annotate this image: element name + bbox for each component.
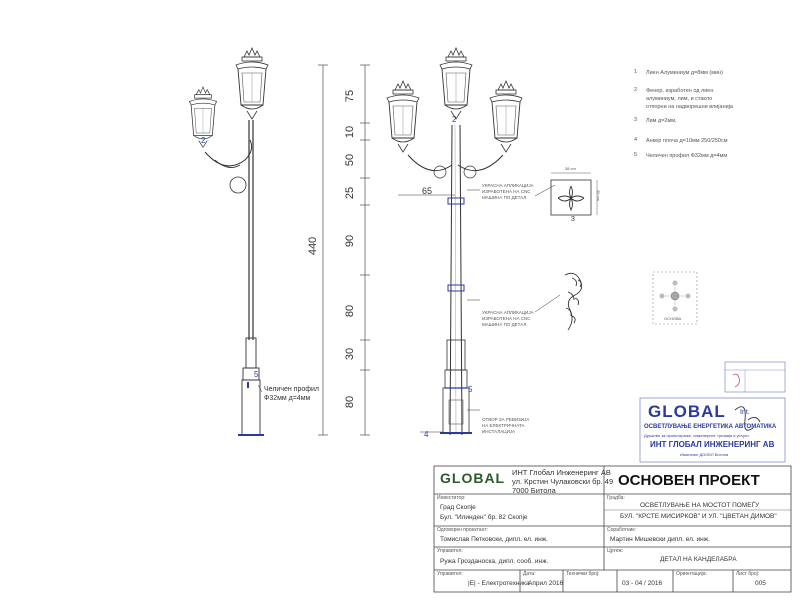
company-line3: 7000 Битола: [512, 486, 556, 495]
company-line1: ИНТ Глобал Инженеринг АВ: [512, 468, 611, 477]
investor-line1: Град Скопје: [440, 504, 476, 511]
note-number: 1: [634, 69, 638, 75]
investor-label: Инвеститор:: [437, 495, 466, 501]
stamp-logo-suffix: Int.: [740, 409, 750, 416]
page-number-label: Лист број:: [736, 571, 760, 577]
note-number: 5: [634, 152, 638, 158]
note-text: Челичен профил Ф32мм д=4мм: [646, 153, 728, 159]
manager-label: Управител:: [437, 548, 463, 554]
marker-left-lantern: 2: [201, 136, 206, 145]
note-number: 2: [634, 87, 638, 93]
segment-label-1: 75: [344, 89, 357, 103]
left-callout-line1: Челичен профил: [264, 386, 320, 393]
company-stamp: [642, 400, 782, 460]
stamp-line3: ИНТ ГЛОБАЛ ИНЖЕНЕРИНГ АВ: [650, 440, 775, 449]
segment-label-7: 30: [344, 347, 357, 361]
marker-right-base: 4: [424, 430, 429, 439]
callout-applique-1-line2: ИЗРАБОТЕНА НА CNC: [482, 189, 531, 194]
segment-label-3: 50: [344, 153, 357, 167]
manager-value: Ружа Грозданоска, дипл. сооб. инж.: [440, 558, 549, 565]
total-height-label: 440: [307, 236, 320, 256]
callout-revision-line1: ОТВОР ЗА РЕВИЗИЈА: [482, 417, 530, 422]
part-label: Управител:: [437, 571, 463, 577]
note-number: 3: [634, 117, 638, 123]
segment-label-6: 80: [344, 304, 357, 318]
marker-right-top: 2: [452, 115, 457, 124]
tech-number-label: Технички број:: [566, 571, 600, 577]
callout-applique-1-line3: МАШИНА ПО ДЕТАЛ: [482, 195, 527, 200]
ornamental-scroll-detail: [565, 273, 582, 330]
orientation-label: Ориентација:: [676, 571, 707, 577]
stamp-line1: ОСВЕТЛУВАЊЕ ЕНЕРГЕТИКА АВТОМАТИКА: [644, 424, 777, 430]
page-number-value: 005: [755, 580, 766, 587]
segment-label-5: 90: [344, 234, 357, 248]
title-logo: GLOBAL: [440, 470, 506, 486]
left-callout-line2: Ф32мм д=4мм: [264, 395, 311, 402]
company-line2: ул. Крстин Чулаковски бр. 49: [512, 477, 614, 486]
callout-revision-line2: НА ЕЛЕКТРИЧНАТА: [482, 423, 525, 428]
sheet-value: ДЕТАЛ НА КАНДЕЛАБРА: [660, 556, 737, 563]
note-text: Лиен Алуминиум д=8мм (мин): [646, 70, 723, 76]
approval-stamp: [725, 362, 785, 392]
gradba-line2: БУЛ. "КРСТЕ МИСИРКОВ" И УЛ. "ЦВЕТАН ДИМОВ": [620, 513, 777, 520]
segment-label-2: 10: [344, 125, 357, 139]
note-number: 4: [634, 137, 638, 143]
tech-number-value: 03 - 04 / 2016: [622, 580, 663, 587]
sheet-label: Цртеж:: [607, 548, 624, 554]
main-title: ОСНОВЕН ПРОЕКТ: [618, 472, 760, 489]
decorative-plate-detail: [551, 173, 597, 215]
stamp-line4: Иматичен ДООЕЛ Битола: [680, 452, 729, 457]
responsible-value: Томислав Петковски, дипл. ел. инж.: [440, 536, 548, 543]
date-label: Дата:: [523, 571, 536, 577]
callout-applique-2-line3: МАШИНА ПО ДЕТАЛ: [482, 322, 527, 327]
segment-label-8: 80: [344, 395, 357, 409]
marker-detail-3: 3: [571, 216, 575, 223]
note-text: Анкер плоча д=10мм 250/250см: [646, 138, 728, 144]
plate-width-label: 38 cm: [565, 166, 576, 171]
marker-right-profile: 5: [468, 385, 473, 394]
crossarm-width-label: 65: [422, 186, 433, 196]
note-text: Фенер, изработен од лиен: [646, 88, 714, 94]
note-text: Лим д=2мм,: [646, 118, 677, 124]
right-front-view: [387, 48, 560, 435]
callout-applique-1-line1: УКРАСНА АПЛИКАЦИЈА: [482, 183, 534, 188]
note-text: алуминиум, лим, и стакло: [646, 96, 713, 102]
total-dimension: [318, 65, 328, 435]
stamp-line2: Друштво за проектирање, инженеринг, трговија и услуги: [644, 433, 749, 438]
date-value: Април 2016: [528, 580, 564, 587]
associate-value: Мартин Мишевски дипл. ел. инж.: [610, 536, 710, 543]
stamp-logo: GLOBAL: [648, 402, 726, 421]
part-value: |E| - Електротехника: [468, 580, 530, 587]
note-text: отпорни на надворешни влијанија: [646, 104, 733, 110]
callout-applique-2-line2: ИЗРАБОТЕНА НА CNC: [482, 316, 531, 321]
callout-applique-2-line1: УКРАСНА АПЛИКАЦИЈА: [482, 310, 534, 315]
investor-line2: Бул. "Илинден" бр. 82 Скопје: [440, 514, 528, 521]
gradba-line1: ОСВЕТЛУВАЊЕ НА МОСТОТ ПОМЕЃУ: [640, 502, 760, 509]
plate-height-label: 38 cm: [595, 190, 601, 201]
responsible-label: Одговорен проектант:: [437, 527, 489, 533]
base-view-label: ОСНОВА: [664, 316, 682, 321]
marker-left-profile: 5: [254, 370, 259, 379]
associate-label: Соработник:: [607, 527, 636, 533]
gradba-label: Градба:: [607, 495, 625, 501]
segment-dimension: [360, 65, 370, 435]
segment-label-4: 25: [344, 186, 357, 200]
callout-revision-line3: ИНСТАЛАЦИЈА: [482, 429, 516, 434]
